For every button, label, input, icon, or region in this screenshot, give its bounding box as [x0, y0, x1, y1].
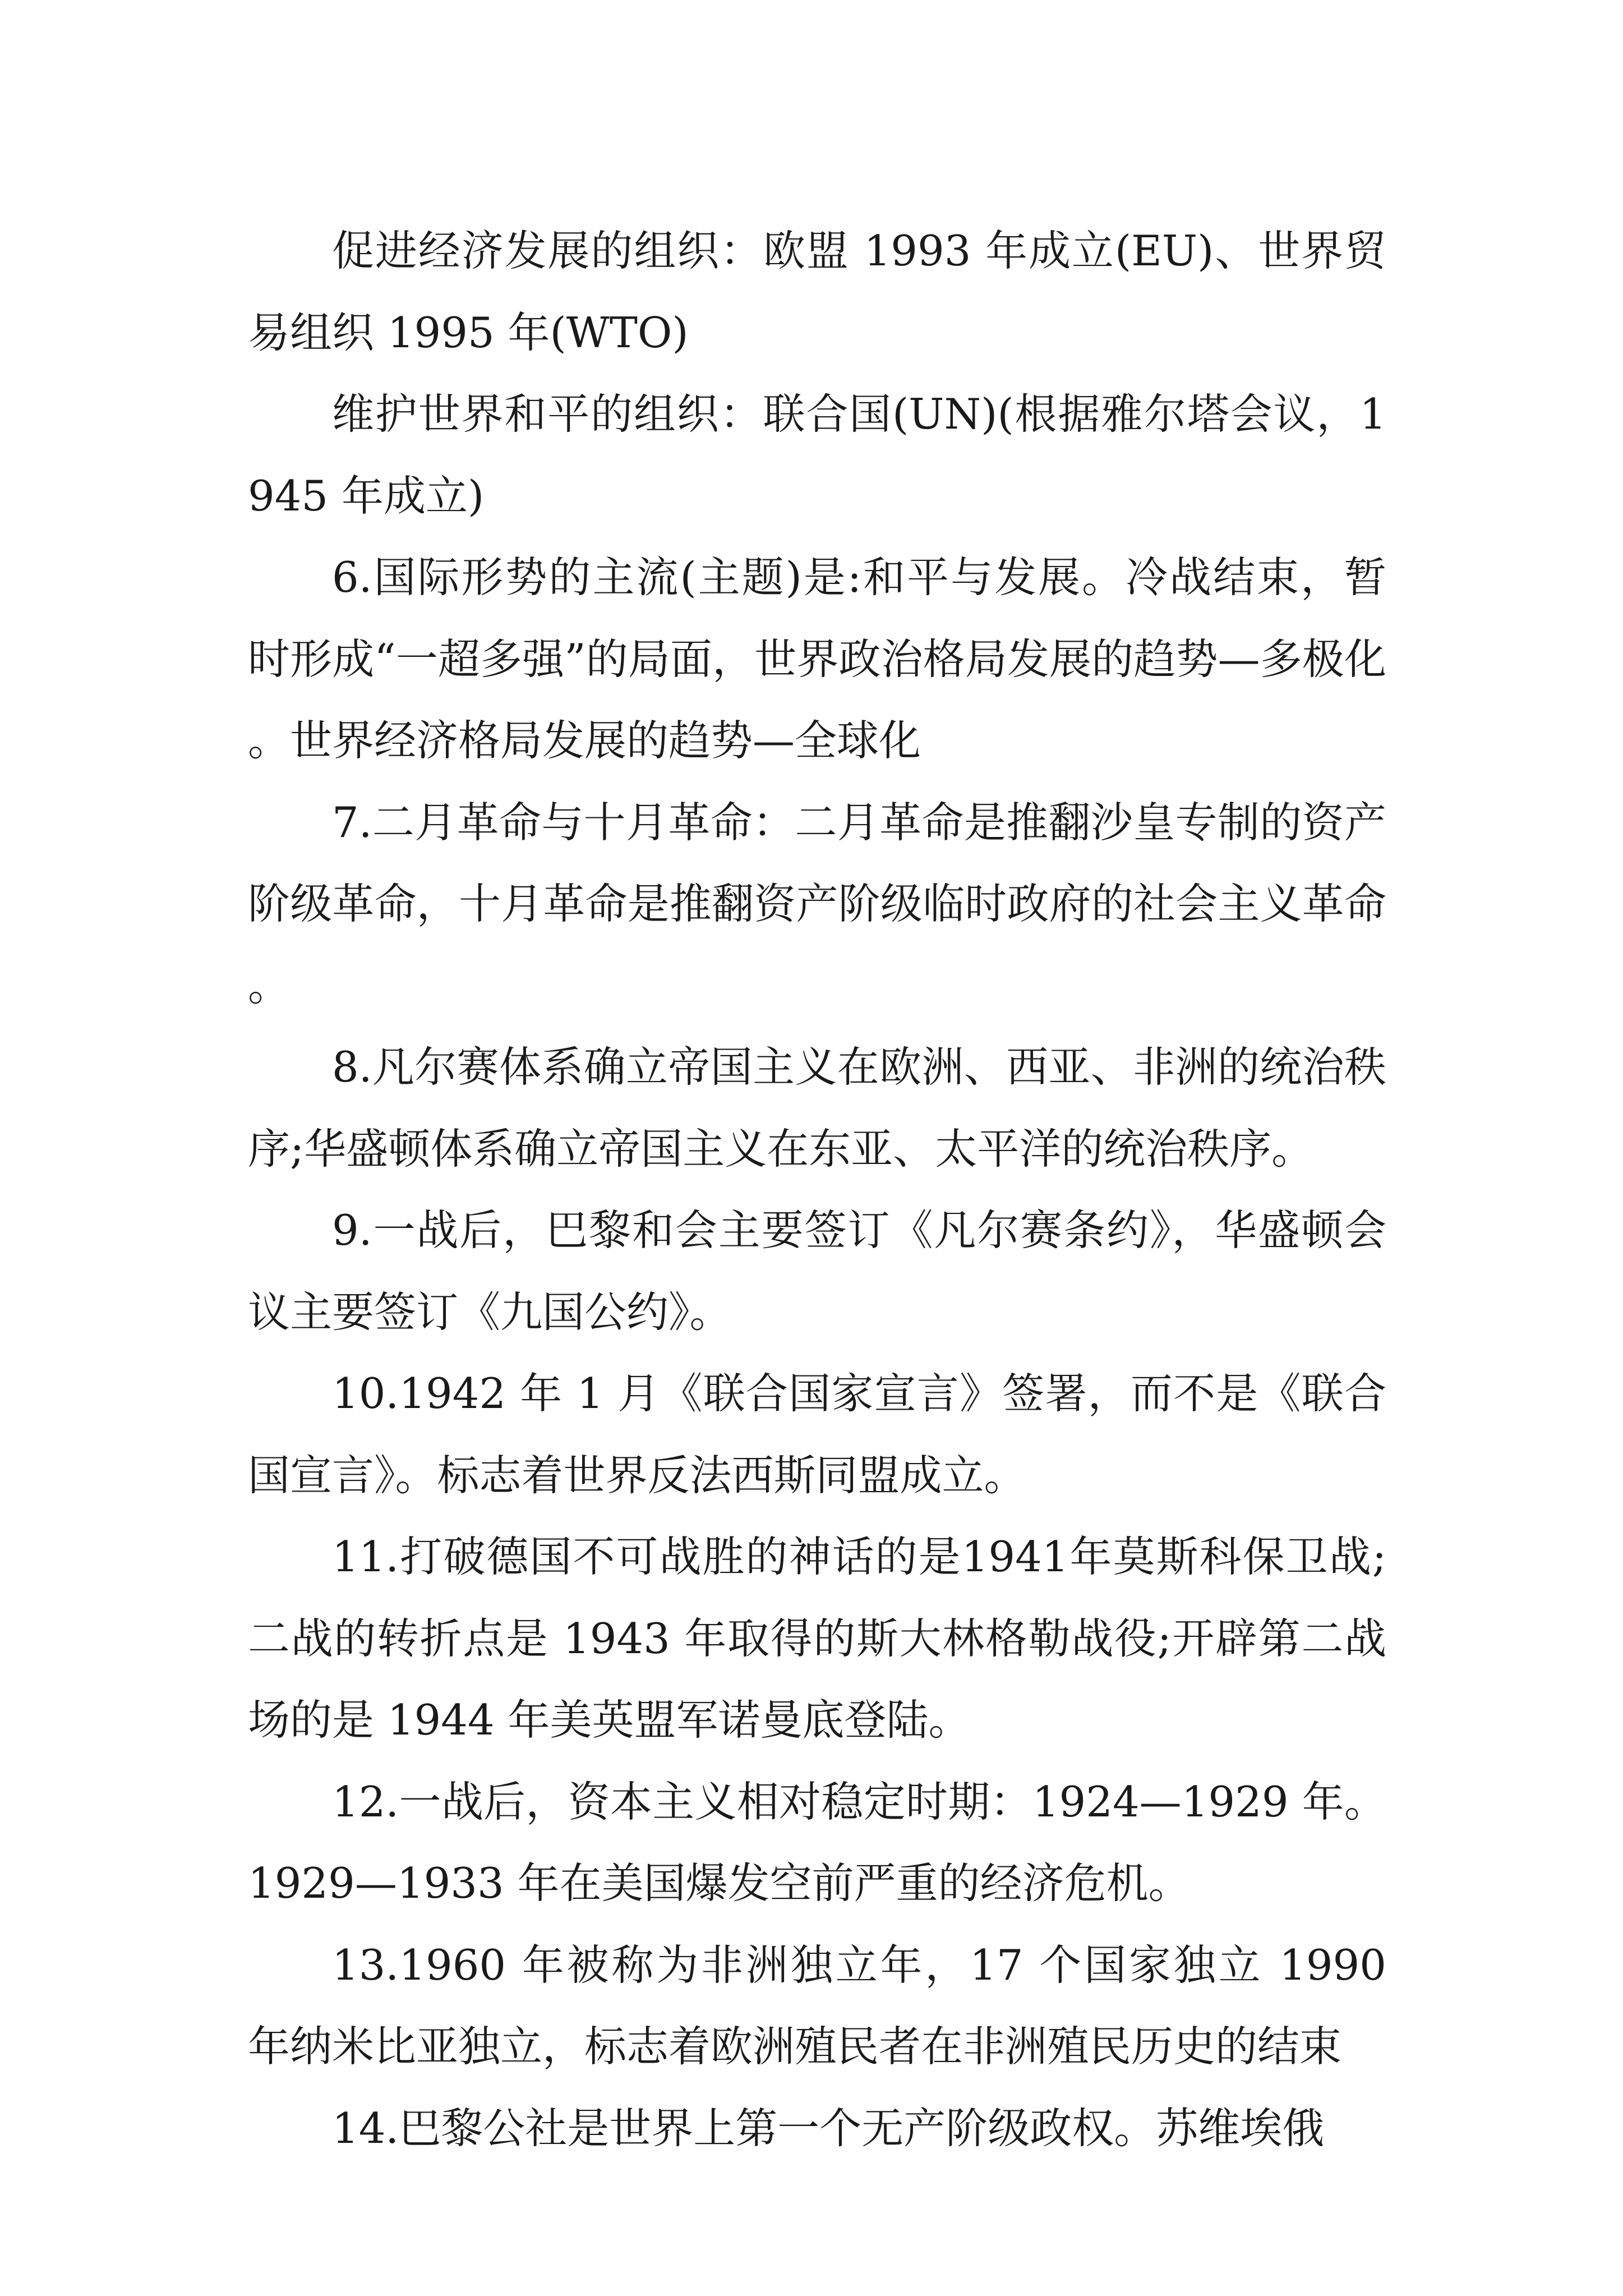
paragraph-item-9: 9.一战后，巴黎和会主要签订《凡尔赛条约》，华盛顿会议主要签订《九国公约》。 — [248, 1205, 1386, 1337]
paragraph-item-13: 13.1960 年被称为非洲独立年，17 个国家独立 1990 年纳米比亚独立，标志着欧洲殖民者在非洲殖民历史的结束 — [248, 1940, 1386, 2071]
document-body — [248, 210, 1386, 2169]
paragraph-item-11: 11.打破德国不可战胜的神话的是1941年莫斯科保卫战;二战的转折点是 1943 年取得的斯大林格勒战役;开辟第二战场的是 1944 年美英盟军诺曼底登陆。 — [248, 1532, 1386, 1745]
paragraph-item-6: 6.国际形势的主流(主题)是:和平与发展。冷战结束，暂时形成“一超多强”的局面，世界政治格局发展的趋势—多极化。世界经济格局发展的趋势—全球化 — [248, 553, 1386, 765]
paragraph-economic-organizations: 促进经济发展的组织：欧盟 1993 年成立(EU)、世界贸易组织 1995 年(WTO) — [248, 226, 1386, 357]
paragraph-item-12: 12.一战后，资本主义相对稳定时期：1924—1929 年。1929—1933 年在美国爆发空前严重的经济危机。 — [248, 1777, 1386, 1908]
paragraph-peace-organizations: 维护世界和平的组织：联合国(UN)(根据雅尔塔会议，1945 年成立) — [248, 389, 1386, 521]
paragraph-item-14: 14.巴黎公社是世界上第一个无产阶级政权。苏维埃俄 — [332, 2103, 1325, 2153]
paragraph-item-7: 7.二月革命与十月革命：二月革命是推翻沙皇专制的资产阶级革命，十月革命是推翻资产阶级临时政府的社会主义革命。 — [248, 797, 1386, 1010]
paragraph-item-10: 10.1942 年 1 月《联合国家宣言》签署，而不是《联合国宣言》。标志着世界反法西斯同盟成立。 — [248, 1369, 1386, 1500]
paragraph-item-8: 8.凡尔赛体系确立帝国主义在欧洲、西亚、非洲的统治秩序;华盛顿体系确立帝国主义在东亚、太平洋的统治秩序。 — [248, 1042, 1386, 1174]
